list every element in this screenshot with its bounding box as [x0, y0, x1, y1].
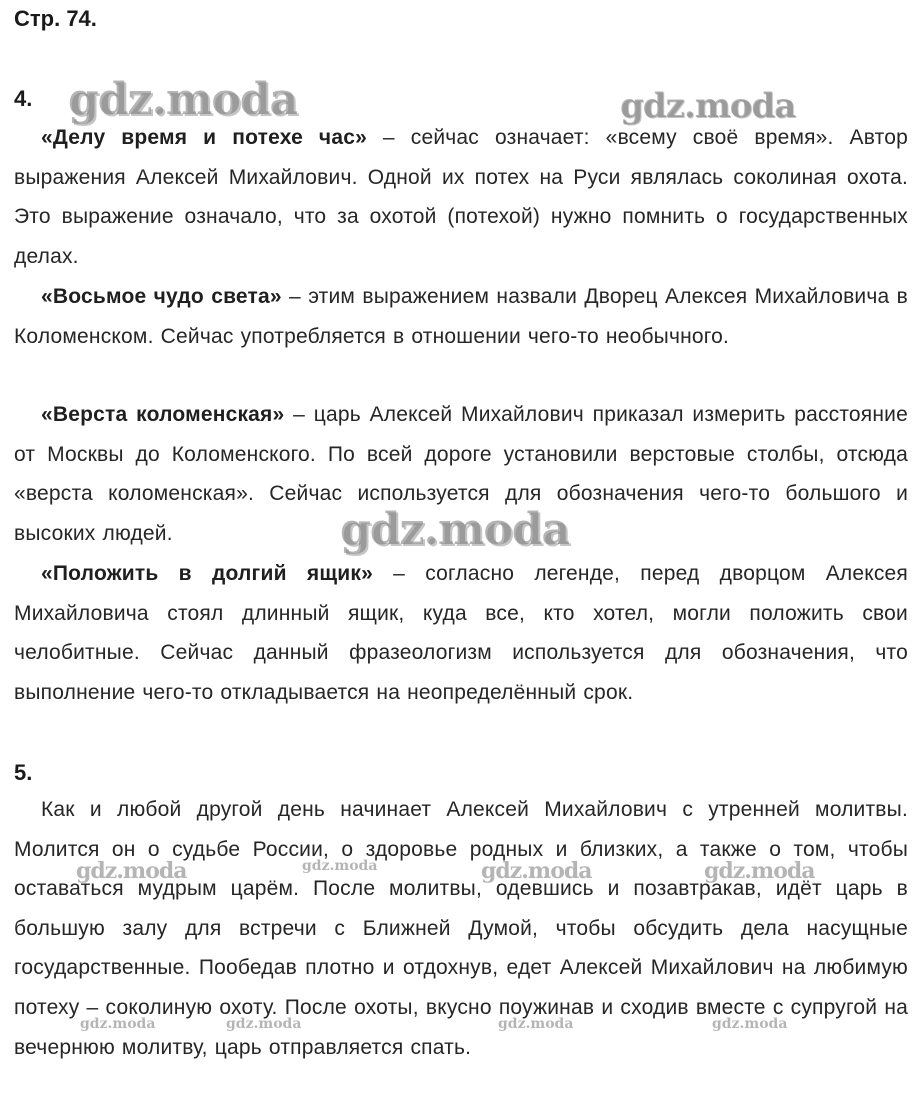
watermark-logo: gdz.moda: [226, 1016, 302, 1032]
task-4-paragraph-1: [14, 118, 908, 276]
watermark-logo: gdz.moda: [498, 1016, 574, 1032]
watermark-logo: gdz.moda: [340, 504, 570, 555]
watermark-logo: gdz.moda: [712, 1016, 788, 1032]
explanation-versta-kolomenskaya: – царь Алексей Михайлович приказал измерить расстояние от Москвы до Коломенского. По всей дороге установили верстовые столбы, отсюда «верста коломенская». Сейчас используется для обозначения чего-то большого и высоких людей.: [14, 403, 908, 545]
task-4-number: 4.: [14, 86, 33, 111]
page-number: Стр. 74.: [14, 6, 97, 31]
task-4-paragraph-2: [14, 277, 908, 356]
explanation-vosmoe-chudo: – этим выражением назвали Дворец Алексея Михайловича в Коломенском. Сейчас употребляется в отношении чего-то необычного.: [14, 285, 909, 348]
task-4-paragraph-3: [14, 395, 908, 553]
phrase-vosmoe-chudo: «Восьмое чудо света»: [41, 285, 282, 308]
watermark-logo: gdz.moda: [620, 86, 796, 126]
watermark-logo: gdz.moda: [481, 858, 592, 884]
watermark-logo: gdz.moda: [80, 1016, 156, 1032]
task-4-paragraph-4: [14, 554, 908, 712]
watermark-logo: gdz.moda: [76, 858, 187, 884]
watermark-logo: gdz.moda: [302, 858, 378, 874]
phrase-dolgiy-yaschik: «Положить в долгий ящик»: [41, 562, 373, 585]
watermark-logo: gdz.moda: [704, 858, 815, 884]
task-5-paragraph: Как и любой другой день начинает Алексей Михайлович с утренней молитвы. Молится он о судьбе России, о здоровье родных и близких, а также о том, чтобы оставаться мудрым царём. После молитвы, одевшись и позавтракав, идёт царь в большую залу для встречи с Ближней Думой, чтобы обсудить дела насущные государственные. Пообедав плотно и отдохнув, едет Алексей Михайлович на любимую потеху – соколиную охоту. После охоты, вкусно поужинав и сходив вместе с супругой на вечернюю молитву, царь отправляется спать.: [14, 798, 908, 1059]
explanation-delu-vremya: – сейчас означает: «всему своё время». Автор выражения Алексей Михайлович. Одной их потех на Руси являлась соколиная охота. Это выражение означало, что за охотой (потехой) нужно помнить о государственных делах.: [14, 126, 908, 268]
phrase-delu-vremya: «Делу время и потехе час»: [41, 126, 367, 149]
task-5-number: 5.: [14, 760, 33, 785]
watermark-logo: gdz.moda: [68, 74, 298, 125]
phrase-versta-kolomenskaya: «Верста коломенская»: [41, 403, 285, 426]
explanation-dolgiy-yaschik: – согласно легенде, перед дворцом Алексея Михайловича стоял длинный ящик, куда все, кто хотел, могли положить свои челобитные. Сейчас данный фразеологизм используется для обозначения, что выполнение чего-то откладывается на неопределённый срок.: [14, 562, 909, 704]
